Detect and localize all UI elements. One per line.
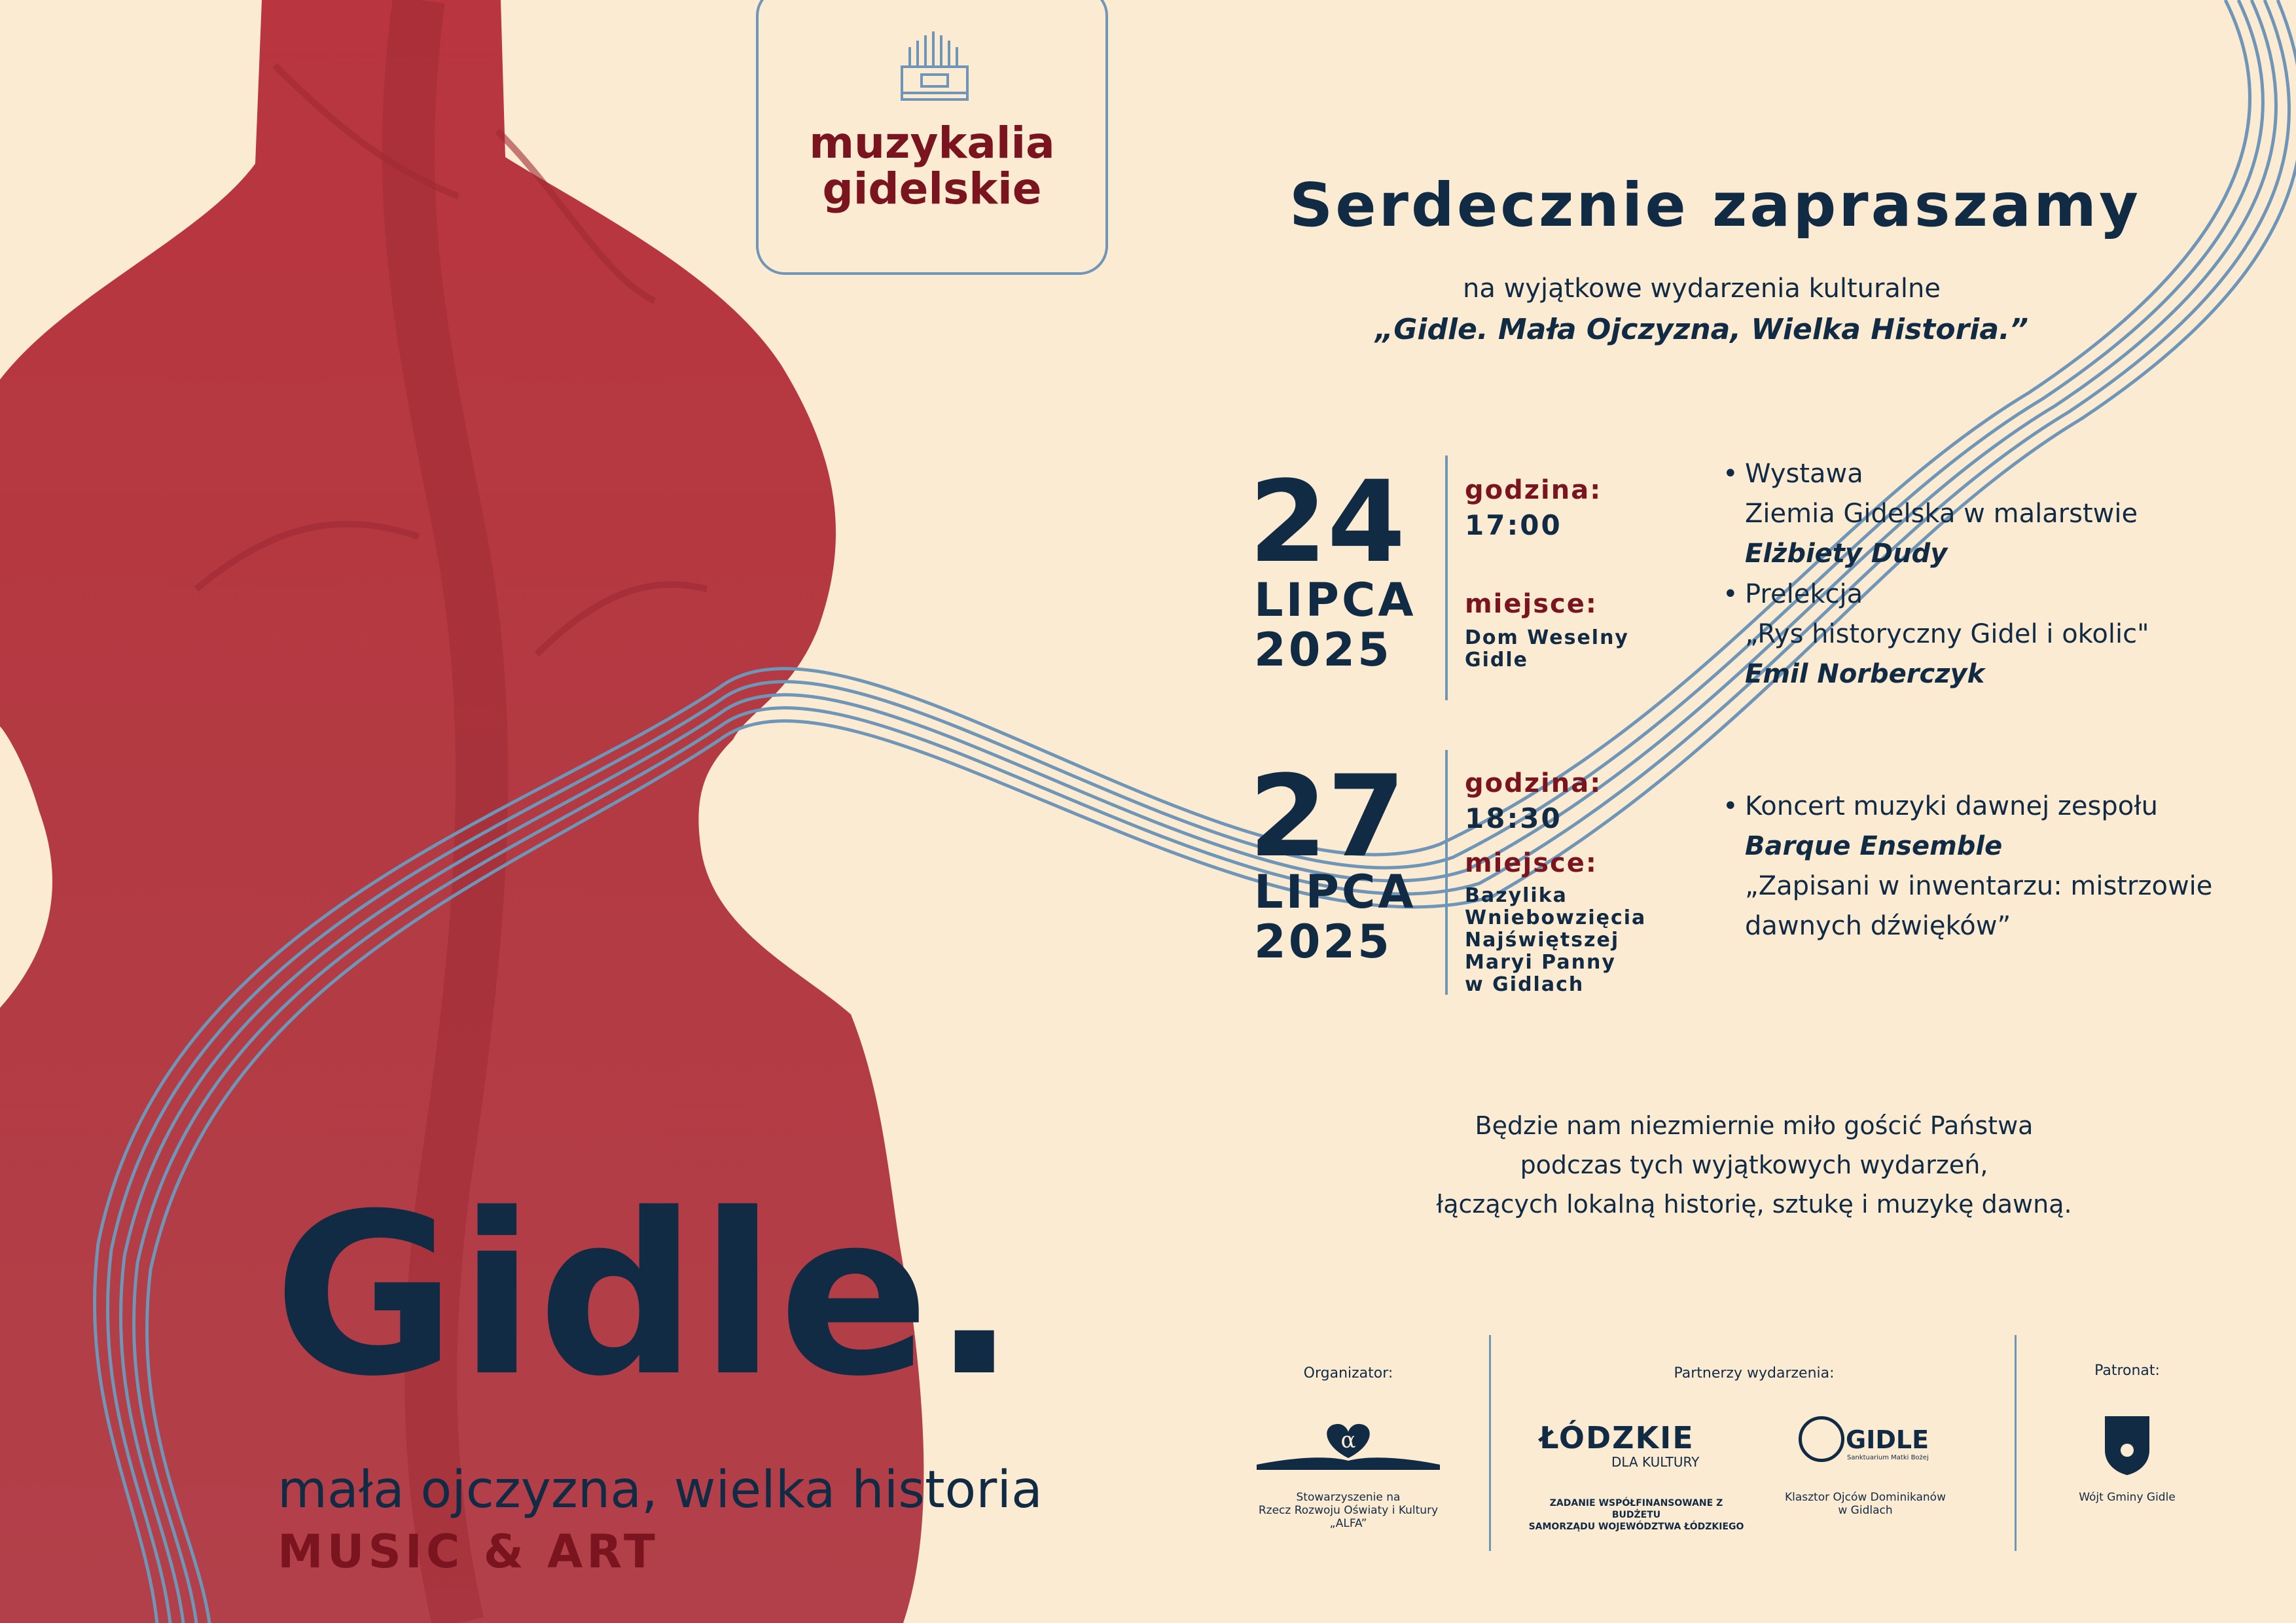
gidle-logo-sub: Sanktuarium Matki Bożej xyxy=(1847,1454,1929,1461)
place-line: Maryi Panny xyxy=(1465,951,1616,974)
event-time: 17:00 xyxy=(1465,509,1562,541)
hero-title: Gidle. xyxy=(274,1166,1020,1425)
closing-line: Będzie nam niezmiernie miło gościć Państwa xyxy=(1475,1111,2034,1140)
alfa-logo xyxy=(1257,1419,1440,1479)
time-label: godzina: xyxy=(1465,768,1602,798)
program-item xyxy=(1723,575,2149,694)
closing-line: podczas tych wyjątkowych wydarzeń, xyxy=(1520,1150,1988,1179)
closing-line: łączących lokalną historię, sztukę i muzykę dawną. xyxy=(1436,1190,2072,1219)
lodzkie-caption xyxy=(1525,1497,1748,1533)
event-day: 27 xyxy=(1249,751,1406,882)
program-line: Wystawa xyxy=(1745,459,1863,489)
event-place xyxy=(1465,885,1646,996)
organizer-name xyxy=(1244,1491,1453,1530)
dominicans-line: w Gidlach xyxy=(1838,1504,1893,1517)
event-year: 2025 xyxy=(1254,623,1392,677)
program-line: Koncert muzyki dawnej zespołu xyxy=(1745,791,2158,821)
lodzkie-caption-line: ZADANIE WSPÓŁFINANSOWANE Z BUDŻETU xyxy=(1549,1498,1723,1520)
program-item xyxy=(1723,787,2213,946)
dominicans-line: Klasztor Ojców Dominikanów xyxy=(1784,1491,1946,1504)
place-label: miejsce: xyxy=(1465,589,1598,619)
page-title: Serdecznie zapraszamy xyxy=(1289,170,2141,240)
program-line: dawnych dźwięków” xyxy=(1745,911,2011,941)
program-line: Prelekcja xyxy=(1745,579,1863,609)
organizer-line: Stowarzyszenie na xyxy=(1296,1491,1401,1504)
patronage-name: Wójt Gminy Gidle xyxy=(2079,1491,2176,1504)
program-line: Ziemia Gidelska w malarstwie xyxy=(1745,499,2138,529)
coat-of-arms-icon xyxy=(2102,1414,2152,1476)
place-line: Dom Weselny xyxy=(1465,626,1629,649)
partners-label: Partnerzy wydarzenia: xyxy=(1674,1365,1835,1382)
lodzkie-logo-sub: DLA KULTURY xyxy=(1611,1454,1700,1470)
event-year: 2025 xyxy=(1254,915,1392,969)
organizer-line: „ALFA” xyxy=(1329,1517,1367,1530)
organ-icon xyxy=(895,27,974,106)
event-time: 18:30 xyxy=(1465,802,1562,834)
lodzkie-caption-line: SAMORZĄDU WOJEWÓDZTWA ŁÓDZKIEGO xyxy=(1528,1522,1744,1532)
program-author: Elżbiety Dudy xyxy=(1745,539,1948,569)
place-line: Wniebowzięcia xyxy=(1465,906,1647,929)
program-author: Emil Norberczyk xyxy=(1745,659,1985,689)
alfa-logo-letter: α xyxy=(1340,1427,1356,1454)
footer-divider xyxy=(2015,1335,2017,1551)
place-line: Najświętszej xyxy=(1465,929,1620,952)
ensemble-name: Barque Ensemble xyxy=(1745,831,2003,861)
lodzkie-logo xyxy=(1539,1420,1736,1470)
footer-divider xyxy=(1489,1335,1491,1551)
bullet: • xyxy=(1723,791,1738,821)
divider xyxy=(1445,455,1448,700)
sanctuary-emblem-icon xyxy=(1799,1416,1844,1462)
brand-line-1: muzykalia xyxy=(809,118,1055,168)
divider xyxy=(1445,750,1448,995)
event-day: 24 xyxy=(1249,456,1406,588)
program-item xyxy=(1723,454,2138,574)
brand-name xyxy=(759,120,1105,212)
organizer-line: Rzecz Rozwoju Oświaty i Kultury xyxy=(1258,1504,1439,1517)
time-label: godzina: xyxy=(1465,475,1602,505)
place-line: Gidle xyxy=(1465,649,1529,671)
event-month: LIPCA xyxy=(1254,865,1416,919)
program-line: „Zapisani w inwentarzu: mistrzowie xyxy=(1745,871,2213,901)
music-art-label: MUSIC & ART xyxy=(278,1525,659,1578)
closing-message xyxy=(1244,1106,2265,1224)
event-series: „Gidle. Mała Ojczyzna, Wielka Historia.” xyxy=(1374,313,2029,346)
bullet: • xyxy=(1723,579,1738,609)
organizer-label: Organizator: xyxy=(1303,1365,1393,1382)
lodzkie-logo-text: ŁÓDZKIE xyxy=(1539,1420,1695,1455)
gidle-logo-text: GIDLE xyxy=(1846,1425,1929,1454)
place-line: w Gidlach xyxy=(1465,973,1585,996)
dominicans-caption xyxy=(1767,1491,1964,1517)
program-line: „Rys historyczny Gidel i okolic" xyxy=(1745,619,2149,649)
patronage-label: Patronat: xyxy=(2094,1363,2160,1379)
hero-tagline: mała ojczyzna, wielka historia xyxy=(278,1461,1043,1520)
brand-logo xyxy=(756,0,1108,275)
place-label: miejsce: xyxy=(1465,848,1598,878)
place-line: Bazylika xyxy=(1465,884,1568,907)
event-month: LIPCA xyxy=(1254,573,1416,627)
brand-line-2: gidelskie xyxy=(822,164,1042,214)
event-place xyxy=(1465,627,1629,671)
subtitle: na wyjątkowe wydarzenia kulturalne xyxy=(1462,274,1941,304)
bullet: • xyxy=(1723,459,1738,489)
